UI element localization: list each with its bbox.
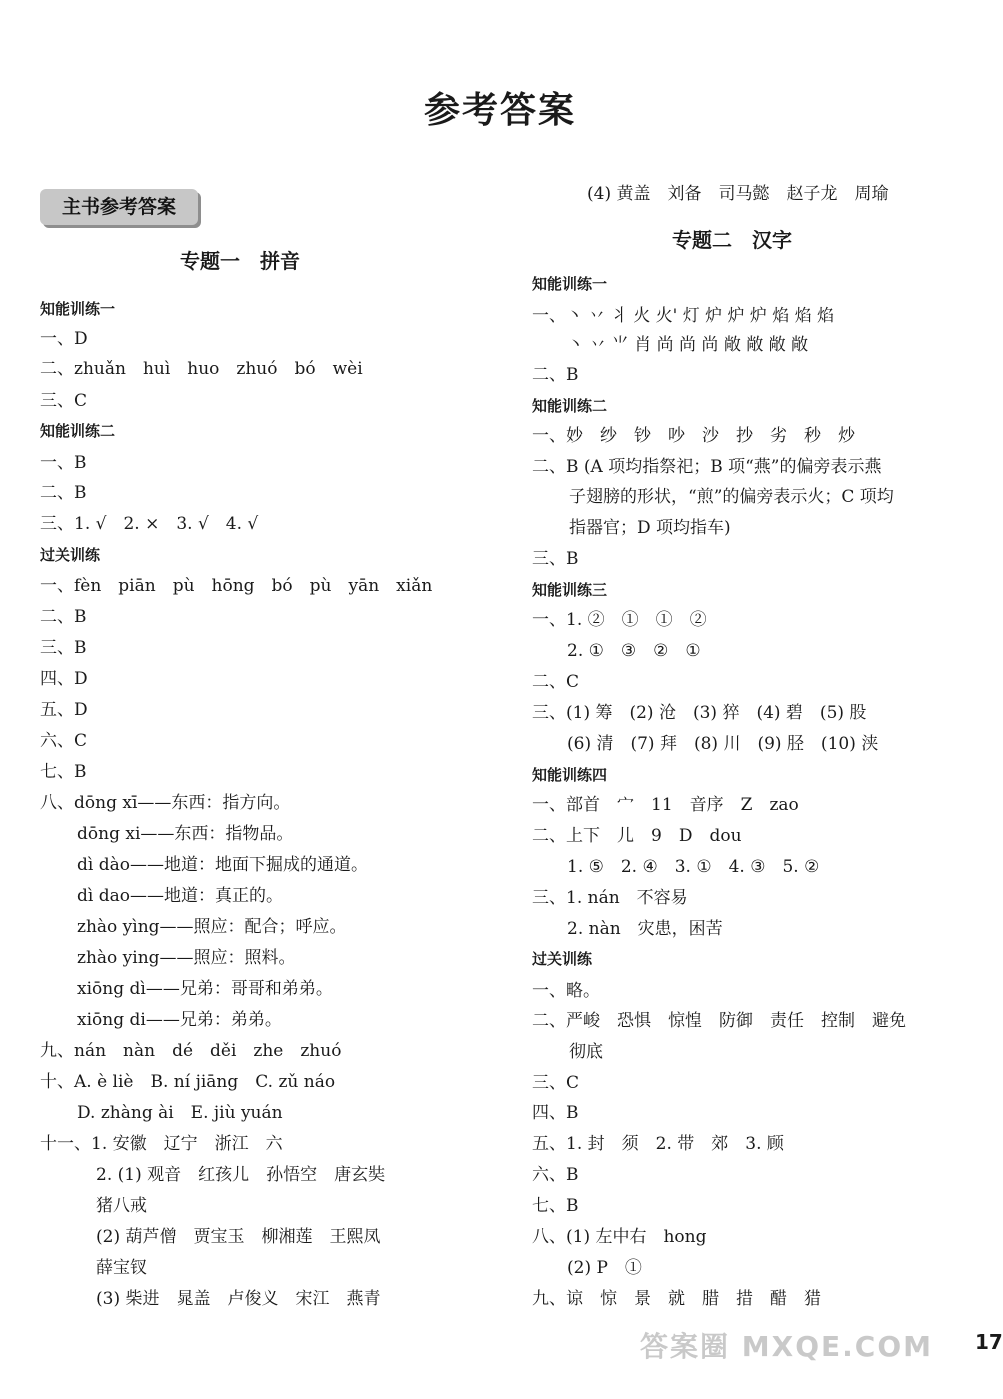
answer-line: (2) 葫芦僧 贾宝玉 柳湘莲 王熙凤 [96, 1227, 381, 1247]
answer-line: 二、B [40, 483, 87, 503]
answer-line: 十一、1. 安徽 辽宁 浙江 六 [40, 1134, 283, 1154]
answer-line: D. zhàng ài E. jiù yuán [77, 1103, 283, 1123]
answer-line: 一、略。 [532, 981, 600, 1001]
answer-line: 四、B [532, 1103, 579, 1123]
exercise-heading: 知能训练四 [532, 766, 608, 784]
answer-line: 六、B [532, 1165, 579, 1185]
answer-line: 三、B [40, 638, 87, 658]
exercise-heading: 知能训练二 [40, 422, 116, 440]
exercise-heading: 知能训练一 [532, 275, 608, 293]
answer-line: 指器官；D 项均指车) [569, 518, 731, 538]
answer-line: 三、1. nán 不容易 [532, 888, 688, 908]
answer-line: 彻底 [569, 1042, 603, 1062]
answer-line: 三、1. √ 2. × 3. √ 4. √ [40, 514, 259, 534]
answer-line: 二、严峻 恐惧 惊惶 防御 责任 控制 避免 [532, 1011, 906, 1031]
answer-line: 九、谅 惊 景 就 腊 措 醋 猎 [532, 1289, 821, 1309]
answer-line: 一、D [40, 329, 88, 349]
answer-line: 丶 丷 ⺌ 肖 尚 尚 尚 敞 敞 敞 敞 [567, 335, 809, 355]
answer-line: 八、dōng xī——东西：指方向。 [40, 793, 291, 813]
answer-line: 七、B [40, 762, 87, 782]
answer-line: 子翅膀的形状，“煎”的偏旁表示火；C 项均 [569, 487, 894, 507]
answer-line: 六、C [40, 731, 88, 751]
answer-line: 三、(1) 筹 (2) 沧 (3) 猝 (4) 碧 (5) 股 [532, 703, 867, 723]
answer-line: 八、(1) 左中右 hong [532, 1227, 707, 1247]
answer-line: zhào yìng——照应：配合；呼应。 [77, 917, 347, 937]
exercise-heading: 知能训练三 [532, 581, 608, 599]
page-title: 参考答案 [423, 90, 576, 131]
answer-line: 二、B (A 项均指祭祀；B 项“燕”的偏旁表示燕 [532, 457, 882, 477]
answer-line: 薛宝钗 [96, 1258, 147, 1278]
answer-line: 一、B [40, 453, 87, 473]
answer-line: 二、C [532, 672, 580, 692]
answer-line: xiōng dì——兄弟：哥哥和弟弟。 [77, 979, 333, 999]
answer-line: (4) 黄盖 刘备 司马懿 赵子龙 周瑜 [587, 184, 889, 204]
topic-heading: 专题一 拼音 [180, 249, 300, 273]
answer-line: 二、zhuǎn huì huo zhuó bó wèi [40, 359, 363, 379]
answer-line: 九、nán nàn dé děi zhe zhuó [40, 1041, 342, 1061]
answer-line: 1. ⑤ 2. ④ 3. ① 4. ③ 5. ② [567, 857, 820, 877]
answer-line: (6) 清 (7) 拜 (8) 川 (9) 胫 (10) 浃 [567, 734, 879, 754]
topic-heading: 专题二 汉字 [672, 228, 792, 252]
answer-line: 一、部首 宀 11 音序 Z zao [532, 795, 799, 815]
answer-line: (2) P ① [567, 1258, 642, 1278]
exercise-heading: 过关训练 [40, 546, 101, 564]
section-badge: 主书参考答案 [40, 189, 198, 225]
answer-line: 十、A. è liè B. ní jiāng C. zǔ náo [40, 1072, 336, 1092]
answer-line: 一、妙 纱 钞 吵 沙 抄 劣 秒 炒 [532, 426, 855, 446]
answer-line: 猪八戒 [96, 1196, 147, 1216]
answer-line: dì dào——地道：地面下掘成的通道。 [77, 855, 368, 875]
exercise-heading: 过关训练 [532, 950, 593, 968]
exercise-heading: 知能训练二 [532, 397, 608, 415]
answer-line: xiōng di——兄弟：弟弟。 [77, 1010, 282, 1030]
exercise-heading: 知能训练一 [40, 300, 116, 318]
answer-line: 2. (1) 观音 红孩儿 孙悟空 唐玄奘 [96, 1165, 386, 1185]
answer-line: 一、1. ② ① ① ② [532, 610, 707, 630]
answer-line: 二、上下 儿 9 D dou [532, 826, 742, 846]
answer-line: 2. ① ③ ② ① [567, 641, 701, 661]
answer-line: 五、1. 封 须 2. 带 郊 3. 顾 [532, 1134, 784, 1154]
answer-line: zhào ying——照应：照料。 [77, 948, 296, 968]
answer-line: 一、丶 丷 丬 火 火' 灯 炉 炉 炉 焰 焰 焰 [532, 306, 835, 326]
answer-line: (3) 柴进 晁盖 卢俊义 宋江 燕青 [96, 1289, 381, 1309]
page-number: 17 [975, 1330, 1003, 1354]
answer-line: 四、D [40, 669, 88, 689]
answer-line: 一、fèn piān pù hōng bó pù yān xiǎn [40, 576, 433, 596]
watermark: 答案圈 MXQE.COM [640, 1330, 933, 1363]
answer-line: dōng xi——东西：指物品。 [77, 824, 294, 844]
answer-line: 二、B [40, 607, 87, 627]
answer-line: 七、B [532, 1196, 579, 1216]
answer-line: 二、B [532, 365, 579, 385]
answer-line: 三、B [532, 549, 579, 569]
answer-line: 2. nàn 灾患，困苦 [567, 919, 723, 939]
answer-line: 三、C [40, 391, 88, 411]
answer-line: 五、D [40, 700, 88, 720]
answer-line: 三、C [532, 1073, 580, 1093]
answer-line: dì dao——地道：真正的。 [77, 886, 283, 906]
